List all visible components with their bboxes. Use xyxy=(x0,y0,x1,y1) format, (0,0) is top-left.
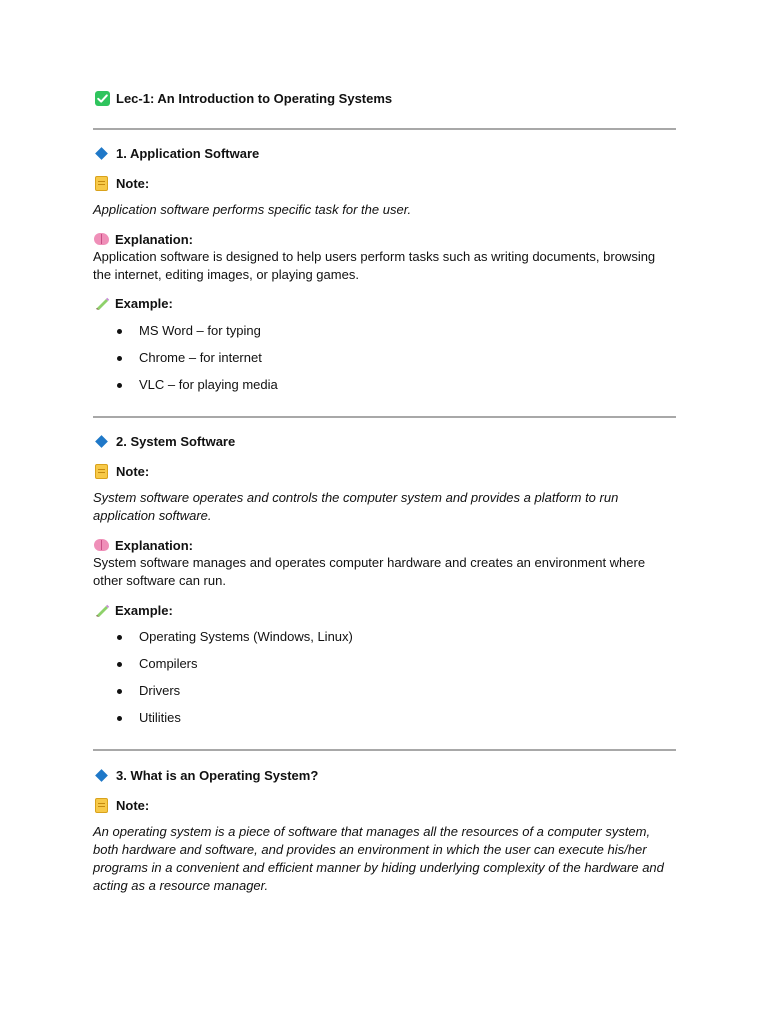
note-text: Application software performs specific task for the user. xyxy=(93,202,412,217)
section-heading-text: 2. System Software xyxy=(116,433,236,449)
list-item: VLC – for playing media xyxy=(93,376,676,394)
example-label: Example: xyxy=(93,294,676,312)
section-heading-text: 1. Application Software xyxy=(116,145,260,161)
brain-icon xyxy=(94,233,109,245)
memo-icon xyxy=(95,176,108,191)
list-item: Chrome – for internet xyxy=(93,349,676,367)
list-item: Compilers xyxy=(93,655,676,673)
check-mark-icon xyxy=(95,91,110,106)
example-list xyxy=(93,322,676,394)
list-item: MS Word – for typing xyxy=(93,322,676,340)
list-item: Drivers xyxy=(93,682,676,700)
note-label: Note: xyxy=(93,796,676,814)
blue-diamond-icon xyxy=(95,435,108,448)
section-heading-3 xyxy=(93,766,676,784)
note-label: Note: xyxy=(93,462,676,480)
divider xyxy=(93,749,676,751)
divider xyxy=(93,416,676,418)
list-item: Utilities xyxy=(93,709,676,727)
blue-diamond-icon xyxy=(95,147,108,160)
section-heading-text: 3. What is an Operating System? xyxy=(116,767,319,783)
brain-icon xyxy=(94,539,109,551)
note-text: System software operates and controls the computer system and provides a platform to run application software. xyxy=(93,490,619,523)
example-list xyxy=(93,628,676,727)
example-label: Example: xyxy=(93,601,676,619)
divider xyxy=(93,128,676,130)
page-title-text: Lec-1: An Introduction to Operating Systems xyxy=(116,90,393,106)
explanation-text: Application software is designed to help users perform tasks such as writing documents, browsing the internet, editing images, or playing games. xyxy=(93,249,656,282)
pencil-icon xyxy=(95,297,110,310)
pencil-icon xyxy=(95,604,110,617)
page-title xyxy=(93,89,676,107)
blue-diamond-icon xyxy=(95,769,108,782)
memo-icon xyxy=(95,798,108,813)
explanation-label: Explanation: xyxy=(93,536,676,554)
note-text: An operating system is a piece of software that manages all the resources of a computer system, both hardware and software, and provides an environment in which the user can execute his/her programs in a convenient and efficient manner by hiding underlying complexity of the hardware and acting as a resource manager. xyxy=(93,824,664,893)
note-label: Note: xyxy=(93,174,676,192)
explanation-text: System software manages and operates computer hardware and creates an environment where other software can run. xyxy=(93,555,646,588)
memo-icon xyxy=(95,464,108,479)
list-item: Operating Systems (Windows, Linux) xyxy=(93,628,676,646)
explanation-label: Explanation: xyxy=(93,230,676,248)
section-heading-2 xyxy=(93,432,676,450)
section-heading-1 xyxy=(93,144,676,162)
